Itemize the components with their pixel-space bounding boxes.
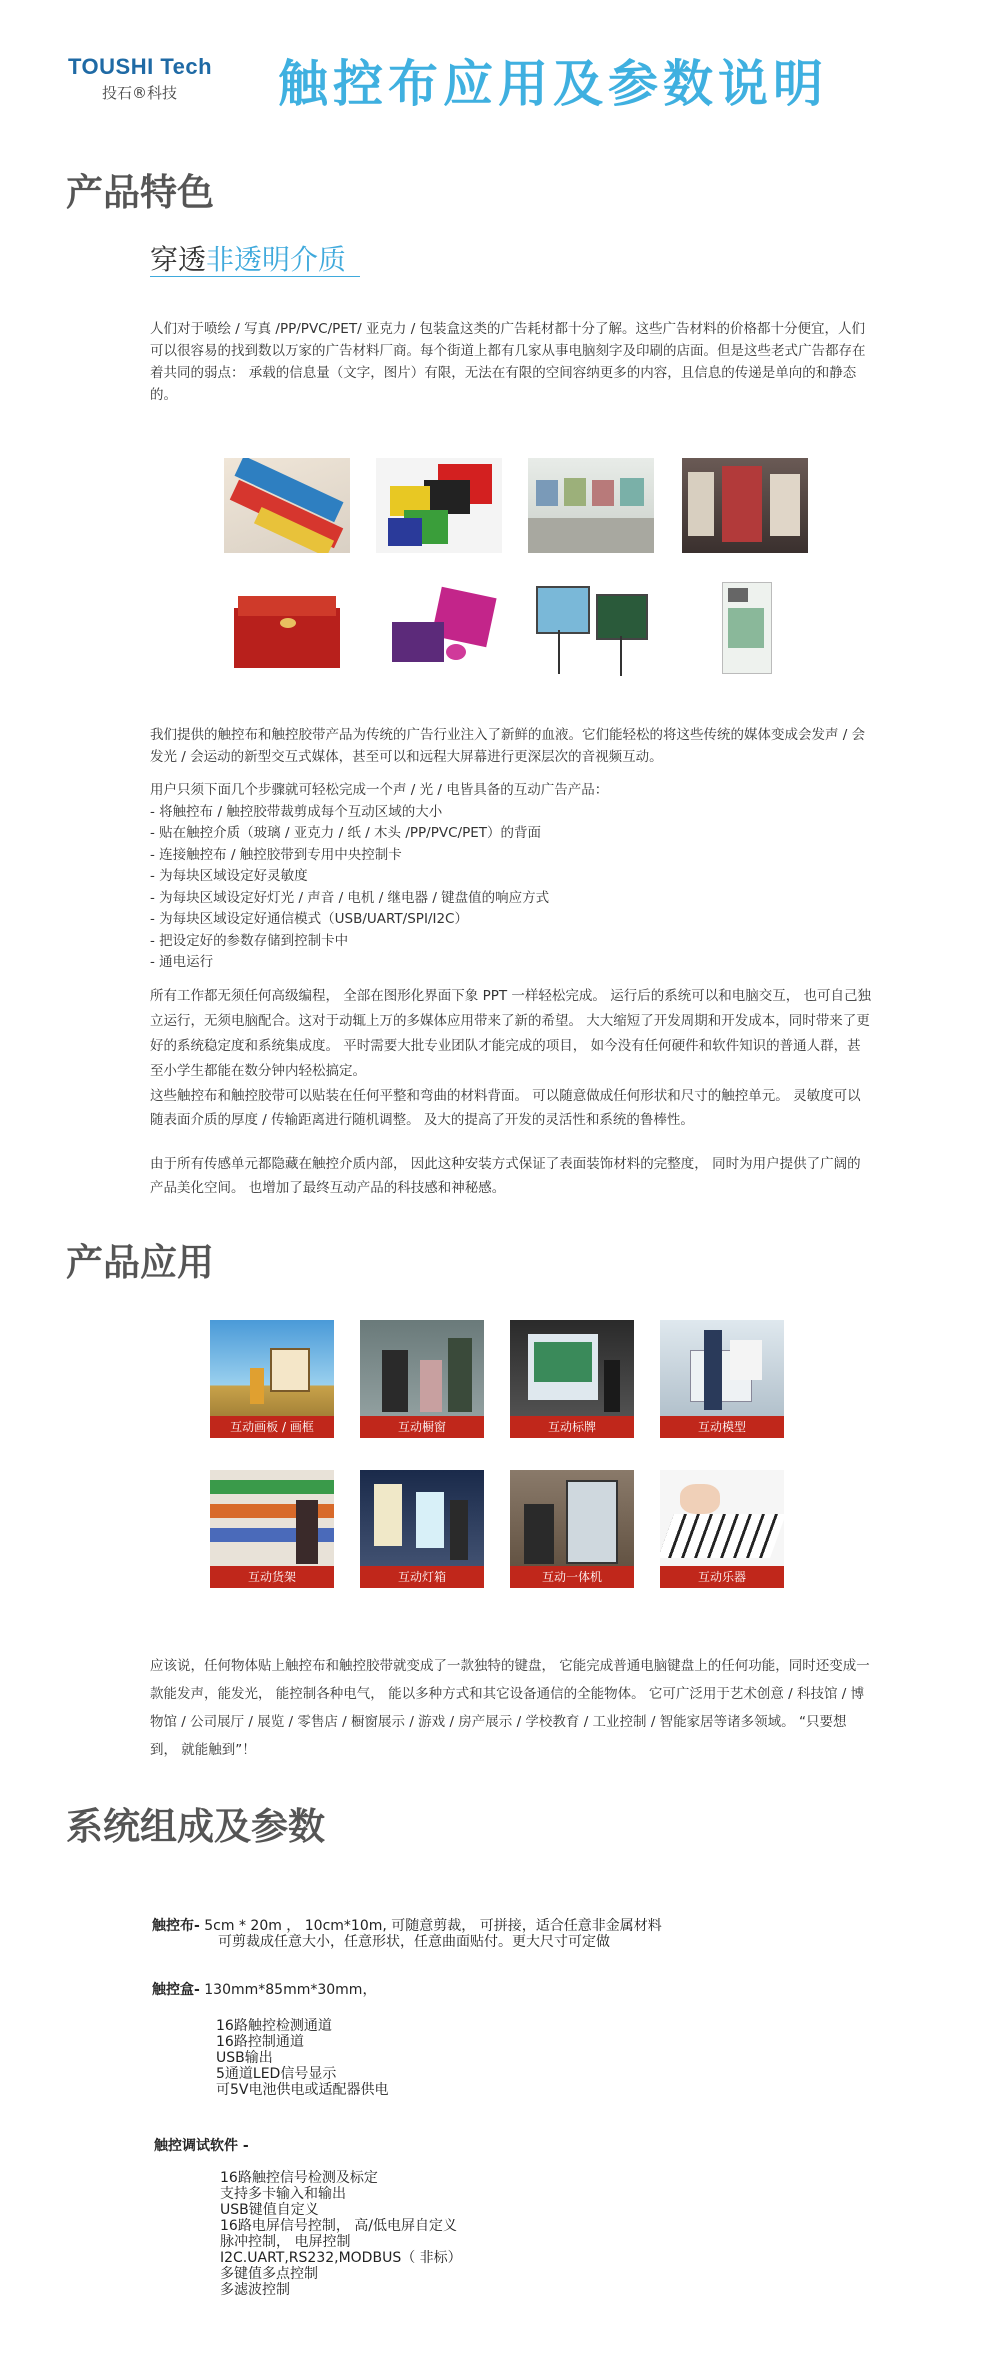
step-item: - 为每块区域设定好灯光 / 声音 / 电机 / 继电器 / 键盘值的响应方式: [150, 889, 550, 906]
app-photo-sign-board: [510, 1320, 634, 1438]
spec-software-feature: 支持多卡输入和输出: [220, 2186, 346, 2202]
features-paragraph-2: 我们提供的触控布和触控胶带产品为传统的广告行业注入了新鲜的血液。它们能轻松的将这些传统的媒体变成会发声 / 会发光 / 会运动的新型交互式媒体，甚至可以和远程大屏幕进行更深层次的音视频互动。: [150, 727, 866, 765]
photo-gift-box-red: [224, 578, 350, 678]
app-photo-light-box: [360, 1470, 484, 1588]
step-item: - 贴在触控介质（玻璃 / 亚克力 / 纸 / 木头 /PP/PVC/PET）的背面: [150, 825, 541, 841]
spec-box: [152, 1982, 376, 1998]
app-photo-instrument: [660, 1470, 784, 1588]
spec-box-label: 触控盒-: [152, 1982, 200, 1998]
features-intro-paragraph: 人们对于喷绘 / 写真 /PP/PVC/PET/ 亚克力 / 包装盒这类的广告耗材都十分了解。这些广告材料的价格都十分便宜，人们可以很容易的找到数以万家的广告材料厂商。每个街道上都有几家从事电脑刻字及印刷的店面。但是这些老式广告都存在着共同的弱点： 承载的信息量（文字，图片）有限，无法在有限的空间容纳更多的内容，且信息的传递是单向的和静态的。: [150, 321, 866, 403]
spec-software-feature: 16路触控信号检测及标定: [220, 2170, 378, 2186]
photo-poster-gallery: [682, 458, 808, 553]
app-photo-shelf: [210, 1470, 334, 1588]
app-photo-painting-board: [210, 1320, 334, 1438]
photo-easel-posters: [528, 578, 654, 678]
spec-software-feature: 多滤波控制: [220, 2282, 290, 2298]
step-item: - 通电运行: [150, 954, 214, 970]
spec-cloth-line2: 可剪裁成任意大小，任意形状，任意曲面贴付。更大尺寸可定做: [218, 1934, 610, 1950]
step-item: - 为每块区域设定好灵敏度: [150, 868, 308, 884]
spec-software: [154, 2138, 249, 2154]
page-title: 触控布应用及参数说明: [278, 55, 828, 113]
photo-exhibition-hall: [528, 458, 654, 553]
photo-vinyl-rolls: [224, 458, 350, 553]
features-paragraph-3: 所有工作都无须任何高级编程， 全部在图形化界面下象 PPT 一样轻松完成。 运行后的系统可以和电脑交互， 也可自己独立运行，无须电脑配合。这对于动辄上万的多媒体应用带来了新的希望。 大大缩短了开发周期和开发成本，同时带来了更好的系统稳定度和系统集成度。 平时需要大批专业团队才能完成的项目， 如今没有任何硬件和软件知识的普通人群，甚至小学生都能在数分钟内轻松搞定。: [150, 988, 871, 1079]
app-photo-shop-window: [360, 1320, 484, 1438]
spec-software-feature: 16路电屏信号控制， 高/低电屏自定义: [220, 2218, 457, 2234]
spec-box-feature: USB输出: [216, 2050, 273, 2066]
app-caption: 互动画板 / 画框: [210, 1416, 334, 1438]
spec-box-feature: 16路触控检测通道: [216, 2018, 332, 2034]
spec-box-feature: 可5V电池供电或适配器供电: [216, 2082, 389, 2098]
subheading-prefix: 穿透: [150, 243, 207, 276]
spec-software-features: [220, 2170, 462, 2298]
subheading-underline: [150, 276, 360, 277]
section-heading-features: 产品特色: [66, 171, 214, 214]
steps-intro: 用户只须下面几个步骤就可轻松完成一个声 / 光 / 电皆具备的互动广告产品：: [150, 782, 609, 798]
features-paragraph-5: 由于所有传感单元都隐藏在触控介质内部， 因此这种安装方式保证了表面装饰材料的完整度， 同时为用户提供了广阔的产品美化空间。 也增加了最终互动产品的科技感和神秘感。: [150, 1156, 861, 1196]
spec-cloth-line1: 5cm * 20m ， 10cm*10m, 可随意剪裁， 可拼接，适合任意非金属材料: [204, 1918, 662, 1934]
app-caption: 互动货架: [210, 1566, 334, 1588]
spec-software-feature: 多键值多点控制: [220, 2266, 318, 2282]
section-heading-applications: 产品应用: [66, 1241, 214, 1284]
app-caption: 互动橱窗: [360, 1416, 484, 1438]
spec-software-label: 触控调试软件 -: [154, 2138, 249, 2154]
photo-calendar-print: [682, 578, 808, 678]
app-photo-model: [660, 1320, 784, 1438]
app-caption: 互动标牌: [510, 1416, 634, 1438]
section-heading-system: 系统组成及参数: [66, 1805, 325, 1848]
applications-summary: 应该说，任何物体贴上触控布和触控胶带就变成了一款独特的键盘， 它能完成普通电脑键盘上的任何功能，同时还变成一款能发声，能发光， 能控制各种电气， 能以多种方式和其它设备通信的全能物体。 它可广泛用于艺术创意 / 科技馆 / 博物馆 / 公司展厅 / 展览 / 零售店 / 橱窗展示 / 游戏 / 房产展示 / 学校教育 / 工业控制 / 智能家居等诸多领域。 “只要想到， 就能触到”！: [150, 1658, 870, 1758]
step-item: - 为每块区域设定好通信模式（USB/UART/SPI/I2C）: [150, 911, 468, 927]
features-subheading: [150, 238, 346, 278]
spec-box-features: [216, 2018, 388, 2098]
step-item: - 把设定好的参数存储到控制卡中: [150, 932, 349, 949]
photo-color-sheets: [376, 458, 502, 553]
app-caption: 互动模型: [660, 1416, 784, 1438]
subheading-highlight: 非透明介质: [206, 243, 347, 276]
app-caption: 互动一体机: [510, 1566, 634, 1588]
app-caption: 互动乐器: [660, 1566, 784, 1588]
spec-software-feature: 脉冲控制， 电屏控制: [220, 2234, 351, 2250]
logo-text-cn: 投石®科技: [102, 84, 178, 102]
step-item: - 将触控布 / 触控胶带裁剪成每个互动区域的大小: [150, 803, 443, 820]
spec-box-feature: 16路控制通道: [216, 2034, 304, 2050]
spec-software-feature: USB键值自定义: [220, 2202, 319, 2218]
logo-text-en: TOUSHI Tech: [68, 54, 213, 79]
step-item: - 连接触控布 / 触控胶带到专用中央控制卡: [150, 846, 402, 863]
app-caption: 互动灯箱: [360, 1566, 484, 1588]
app-photo-all-in-one: [510, 1470, 634, 1588]
spec-cloth: [152, 1918, 912, 1934]
steps-list: [150, 780, 872, 974]
spec-box-size: 130mm*85mm*30mm，: [204, 1982, 377, 1998]
spec-cloth-label: 触控布-: [152, 1918, 200, 1934]
photo-gift-box-purple: [376, 578, 502, 678]
spec-box-feature: 5通道LED信号显示: [216, 2066, 337, 2082]
spec-software-feature: I2C.UART,RS232,MODBUS（ 非标）: [220, 2250, 462, 2266]
features-paragraph-4: 这些触控布和触控胶带可以贴装在任何平整和弯曲的材料背面。 可以随意做成任何形状和尺寸的触控单元。 灵敏度可以随表面介质的厚度 / 传输距离进行随机调整。 及大的提高了开发的灵活性和系统的鲁棒性。: [150, 1088, 861, 1128]
